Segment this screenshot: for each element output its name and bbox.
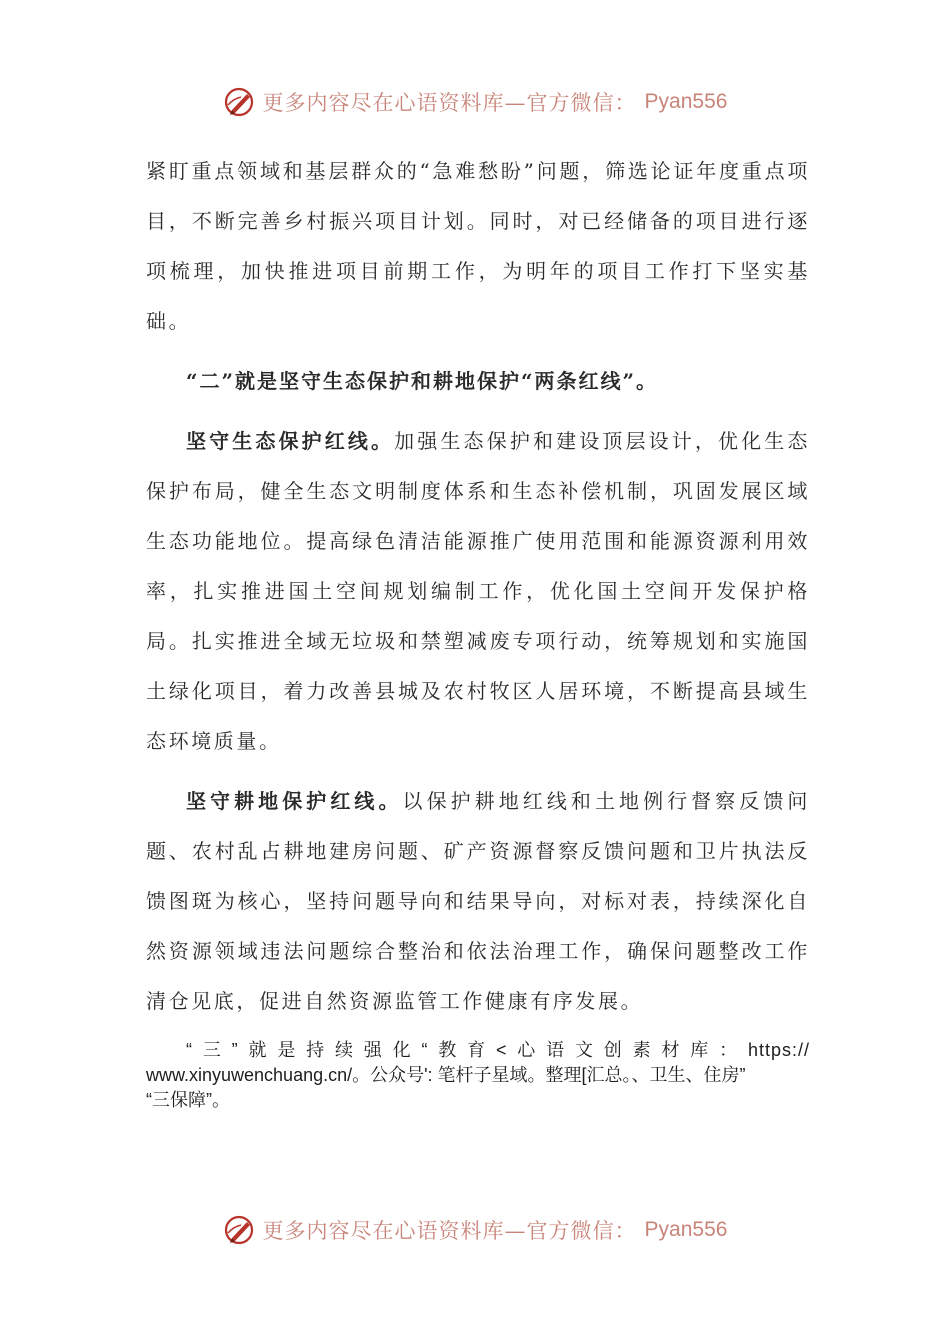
pen-logo-icon — [223, 85, 257, 119]
pen-logo-icon — [223, 1213, 257, 1247]
footer-wechat-id: Pyan556 — [644, 1218, 728, 1241]
section-three-note — [146, 1038, 810, 1113]
paragraph-1: 紧盯重点领域和基层群众的“急难愁盼”问题，筛选论证年度重点项目，不断完善乡村振兴项目计划。同时，对已经储备的项目进行逐项梳理，加快推进项目前期工作，为明年的项目工作打下坚实基础。 — [146, 159, 810, 333]
note-line-2: www.xinyuwenchuang.cn/。公众号': 笔杆子星域。整理[汇总。、卫生、住房” — [146, 1065, 746, 1085]
ecology-lead: 坚守生态保护红线。 — [186, 429, 395, 453]
header-banner — [0, 82, 950, 122]
section-heading-two: “二”就是坚守生态保护和耕地保护“两条红线”。 — [186, 369, 659, 393]
paragraph-ecology — [146, 416, 810, 766]
footer-banner — [0, 1210, 950, 1250]
note-line-1: “三”就是持续强化“教育<心语文创素材库：https:// — [186, 1040, 810, 1060]
document-body — [146, 146, 810, 1026]
ecology-text: 加强生态保护和建设顶层设计，优化生态保护布局，健全生态文明制度体系和生态补偿机制，巩固发展区域生态功能地位。提高绿色清洁能源推广使用范围和能源资源利用效率，扎实推进国土空间规划编制工作，优化国土空间开发保护格局。扎实推进全域无垃圾和禁塑减废专项行动，统筹规划和实施国土绿化项目，着力改善县城及农村牧区人居环境，不断提高县域生态环境质量。 — [146, 429, 810, 753]
note-line-3: “三保障”。 — [146, 1090, 230, 1110]
farmland-lead: 坚守耕地保护红线。 — [186, 789, 403, 813]
header-banner-text: 更多内容尽在心语资料库—官方微信： — [262, 91, 637, 115]
footer-banner-text: 更多内容尽在心语资料库—官方微信： — [262, 1219, 637, 1243]
paragraph-farmland — [146, 776, 810, 1026]
header-wechat-id: Pyan556 — [644, 90, 728, 113]
farmland-text: 以保护耕地红线和土地例行督察反馈问题、农村乱占耕地建房问题、矿产资源督察反馈问题和卫片执法反馈图斑为核心，坚持问题导向和结果导向，对标对表，持续深化自然资源领域违法问题综合整治和依法治理工作，确保问题整改工作清仓见底，促进自然资源监管工作健康有序发展。 — [146, 789, 811, 1013]
